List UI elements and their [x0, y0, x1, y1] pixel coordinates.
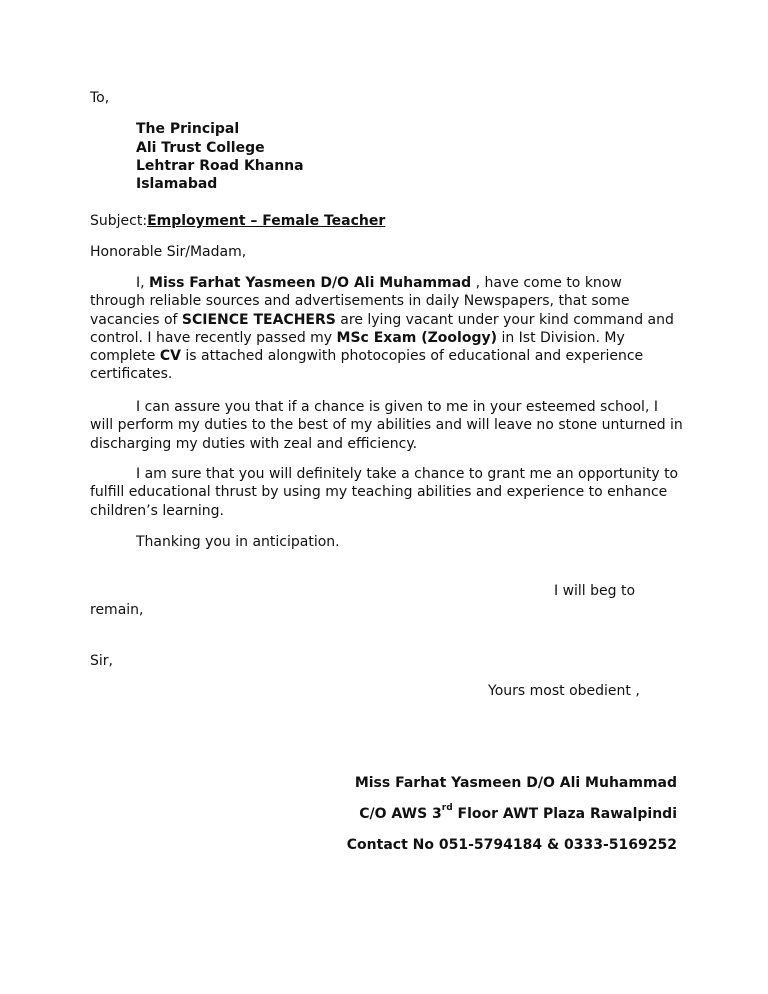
thanks-line: Thanking you in anticipation. [136, 534, 340, 550]
p1-text: control. I have recently passed my [90, 329, 337, 346]
remain-line: remain, [90, 602, 144, 618]
to-line: To, [90, 90, 110, 106]
subject-text: Employment – Female Teacher [147, 213, 386, 229]
p2-line: will perform my duties to the best of my abilities and will leave no stone unturned in [90, 417, 683, 434]
address-line: Islamabad [136, 176, 218, 192]
closing-line: Yours most obedient , [488, 683, 640, 699]
p3-line: I am sure that you will definitely take a chance to grant me an opportunity to [136, 466, 679, 482]
p2-line: discharging my duties with zeal and efficiency. [90, 435, 418, 452]
paragraph-2 [90, 398, 690, 453]
p3-line: children’s learning. [90, 502, 224, 519]
p1-text: , have come to know [471, 275, 622, 291]
p1-text: I, [136, 275, 150, 291]
vacancy-title: SCIENCE TEACHERS [181, 311, 336, 328]
address-text: C/O AWS 3 [359, 806, 442, 822]
p1-line: through reliable sources and advertisements in daily Newspapers, that some [90, 293, 630, 310]
p1-text: in Ist Division. My [497, 329, 625, 346]
signature-name: Miss Farhat Yasmeen D/O Ali Muhammad [354, 775, 677, 791]
applicant-name: Miss Farhat Yasmeen D/O Ali Muhammad [149, 275, 472, 291]
p1-text: are lying vacant under your kind command and [335, 311, 674, 328]
address-text: Floor AWT Plaza Rawalpindi [452, 806, 677, 822]
p1-line: certificates. [90, 366, 173, 383]
paragraph-1 [90, 274, 690, 384]
subject-line [90, 212, 385, 230]
signature-contact: Contact No 051-5794184 & 0333-5169252 [346, 837, 677, 853]
p1-text: complete [90, 348, 160, 365]
address-line: Ali Trust College [136, 140, 265, 156]
cv-label: CV [159, 348, 181, 365]
salutation: Honorable Sir/Madam, [90, 244, 247, 260]
p1-text: vacancies of [90, 311, 182, 328]
address-line: The Principal [136, 121, 240, 137]
qualification: MSc Exam (Zoology) [336, 329, 497, 346]
subject-label: Subject: [90, 213, 148, 229]
signature-address [359, 805, 677, 823]
ordinal-suffix: rd [441, 803, 453, 813]
beg-line: I will beg to [554, 583, 636, 599]
p3-line: fulfill educational thrust by using my teaching abilities and experience to enhance [90, 484, 668, 501]
sir-line: Sir, [90, 653, 113, 669]
p2-line: I can assure you that if a chance is given to me in your esteemed school, I [136, 399, 658, 415]
address-line: Lehtrar Road Khanna [136, 158, 304, 174]
paragraph-3 [90, 465, 690, 520]
p1-text: is attached alongwith photocopies of educational and experience [180, 348, 644, 365]
